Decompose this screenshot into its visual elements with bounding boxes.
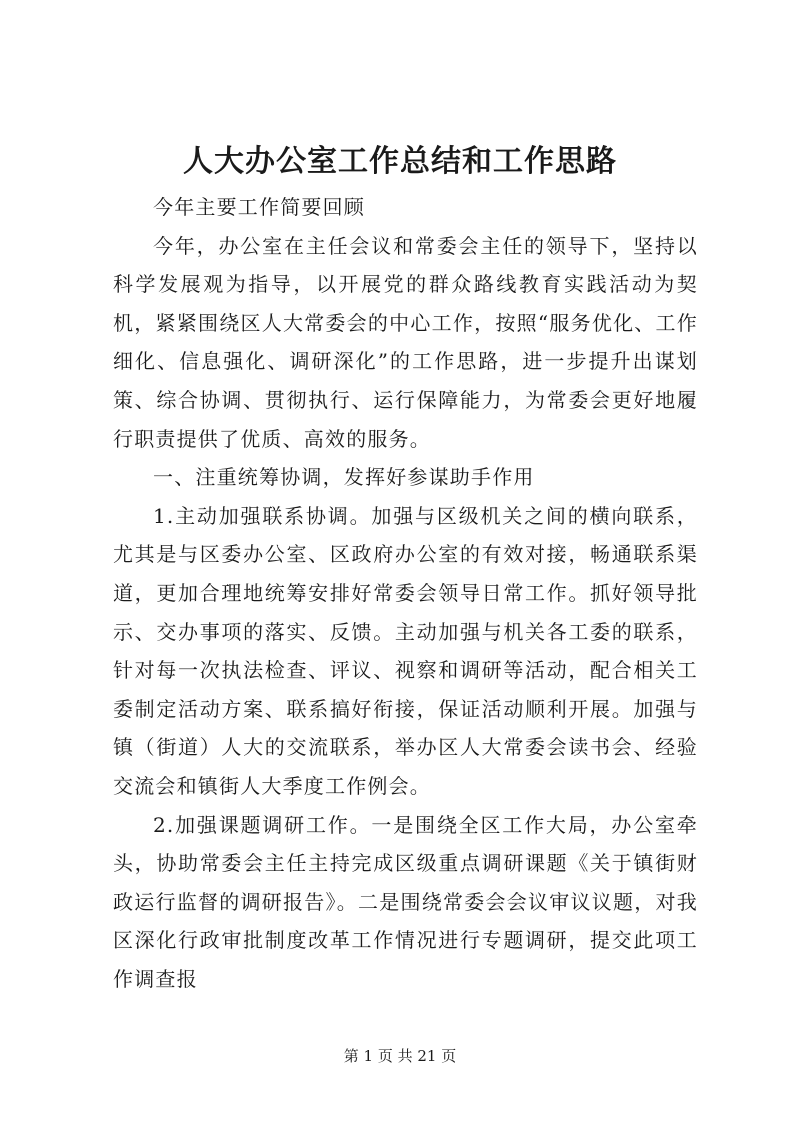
page-number-footer: 第 1 页 共 21 页 <box>343 1047 457 1065</box>
section-one-heading: 一、注重统筹协调，发挥好参谋助手作用 <box>153 465 535 490</box>
document-body <box>113 188 698 998</box>
intro-paragraph: 今年，办公室在主任会议和常委会主任的领导下，坚持以科学发展观为指导，以开展党的群众路线教育实践活动为契机，紧紧围绕区人大常委会的中心工作，按照“服务优化、工作细化、信息强化、调研深化”的工作思路，进一步提升出谋划策、综合协调、贯彻执行、运行保障能力，为常委会更好地履行职责提供了优质、高效的服务。 <box>113 233 698 451</box>
item-two-paragraph: 2.加强课题调研工作。一是围绕全区工作大局，办公室牵头，协助常委会主任主持完成区级重点调研课题《关于镇街财政运行监督的调研报告》。二是围绕常委会会议审议议题，对我区深化行政审批制度改革工作情况进行专题调研，提交此项工作调查报 <box>113 812 698 991</box>
section-summary-heading: 今年主要工作简要回顾 <box>153 195 365 219</box>
item-one-paragraph: 1.主动加强联系协调。加强与区级机关之间的横向联系，尤其是与区委办公室、区政府办公室的有效对接，畅通联系渠道，更加合理地统筹安排好常委会领导日常工作。抓好领导批示、交办事项的落实、反馈。主动加强与机关各工委的联系，针对每一次执法检查、评议、视察和调研等活动，配合相关工委制定活动方案、联系搞好衔接，保证活动顺利开展。加强与镇（街道）人大的交流联系，举办区人大常委会读书会、经验交流会和镇街人大季度工作例会。 <box>113 503 698 798</box>
document-title: 人大办公室工作总结和工作思路 <box>183 144 617 179</box>
